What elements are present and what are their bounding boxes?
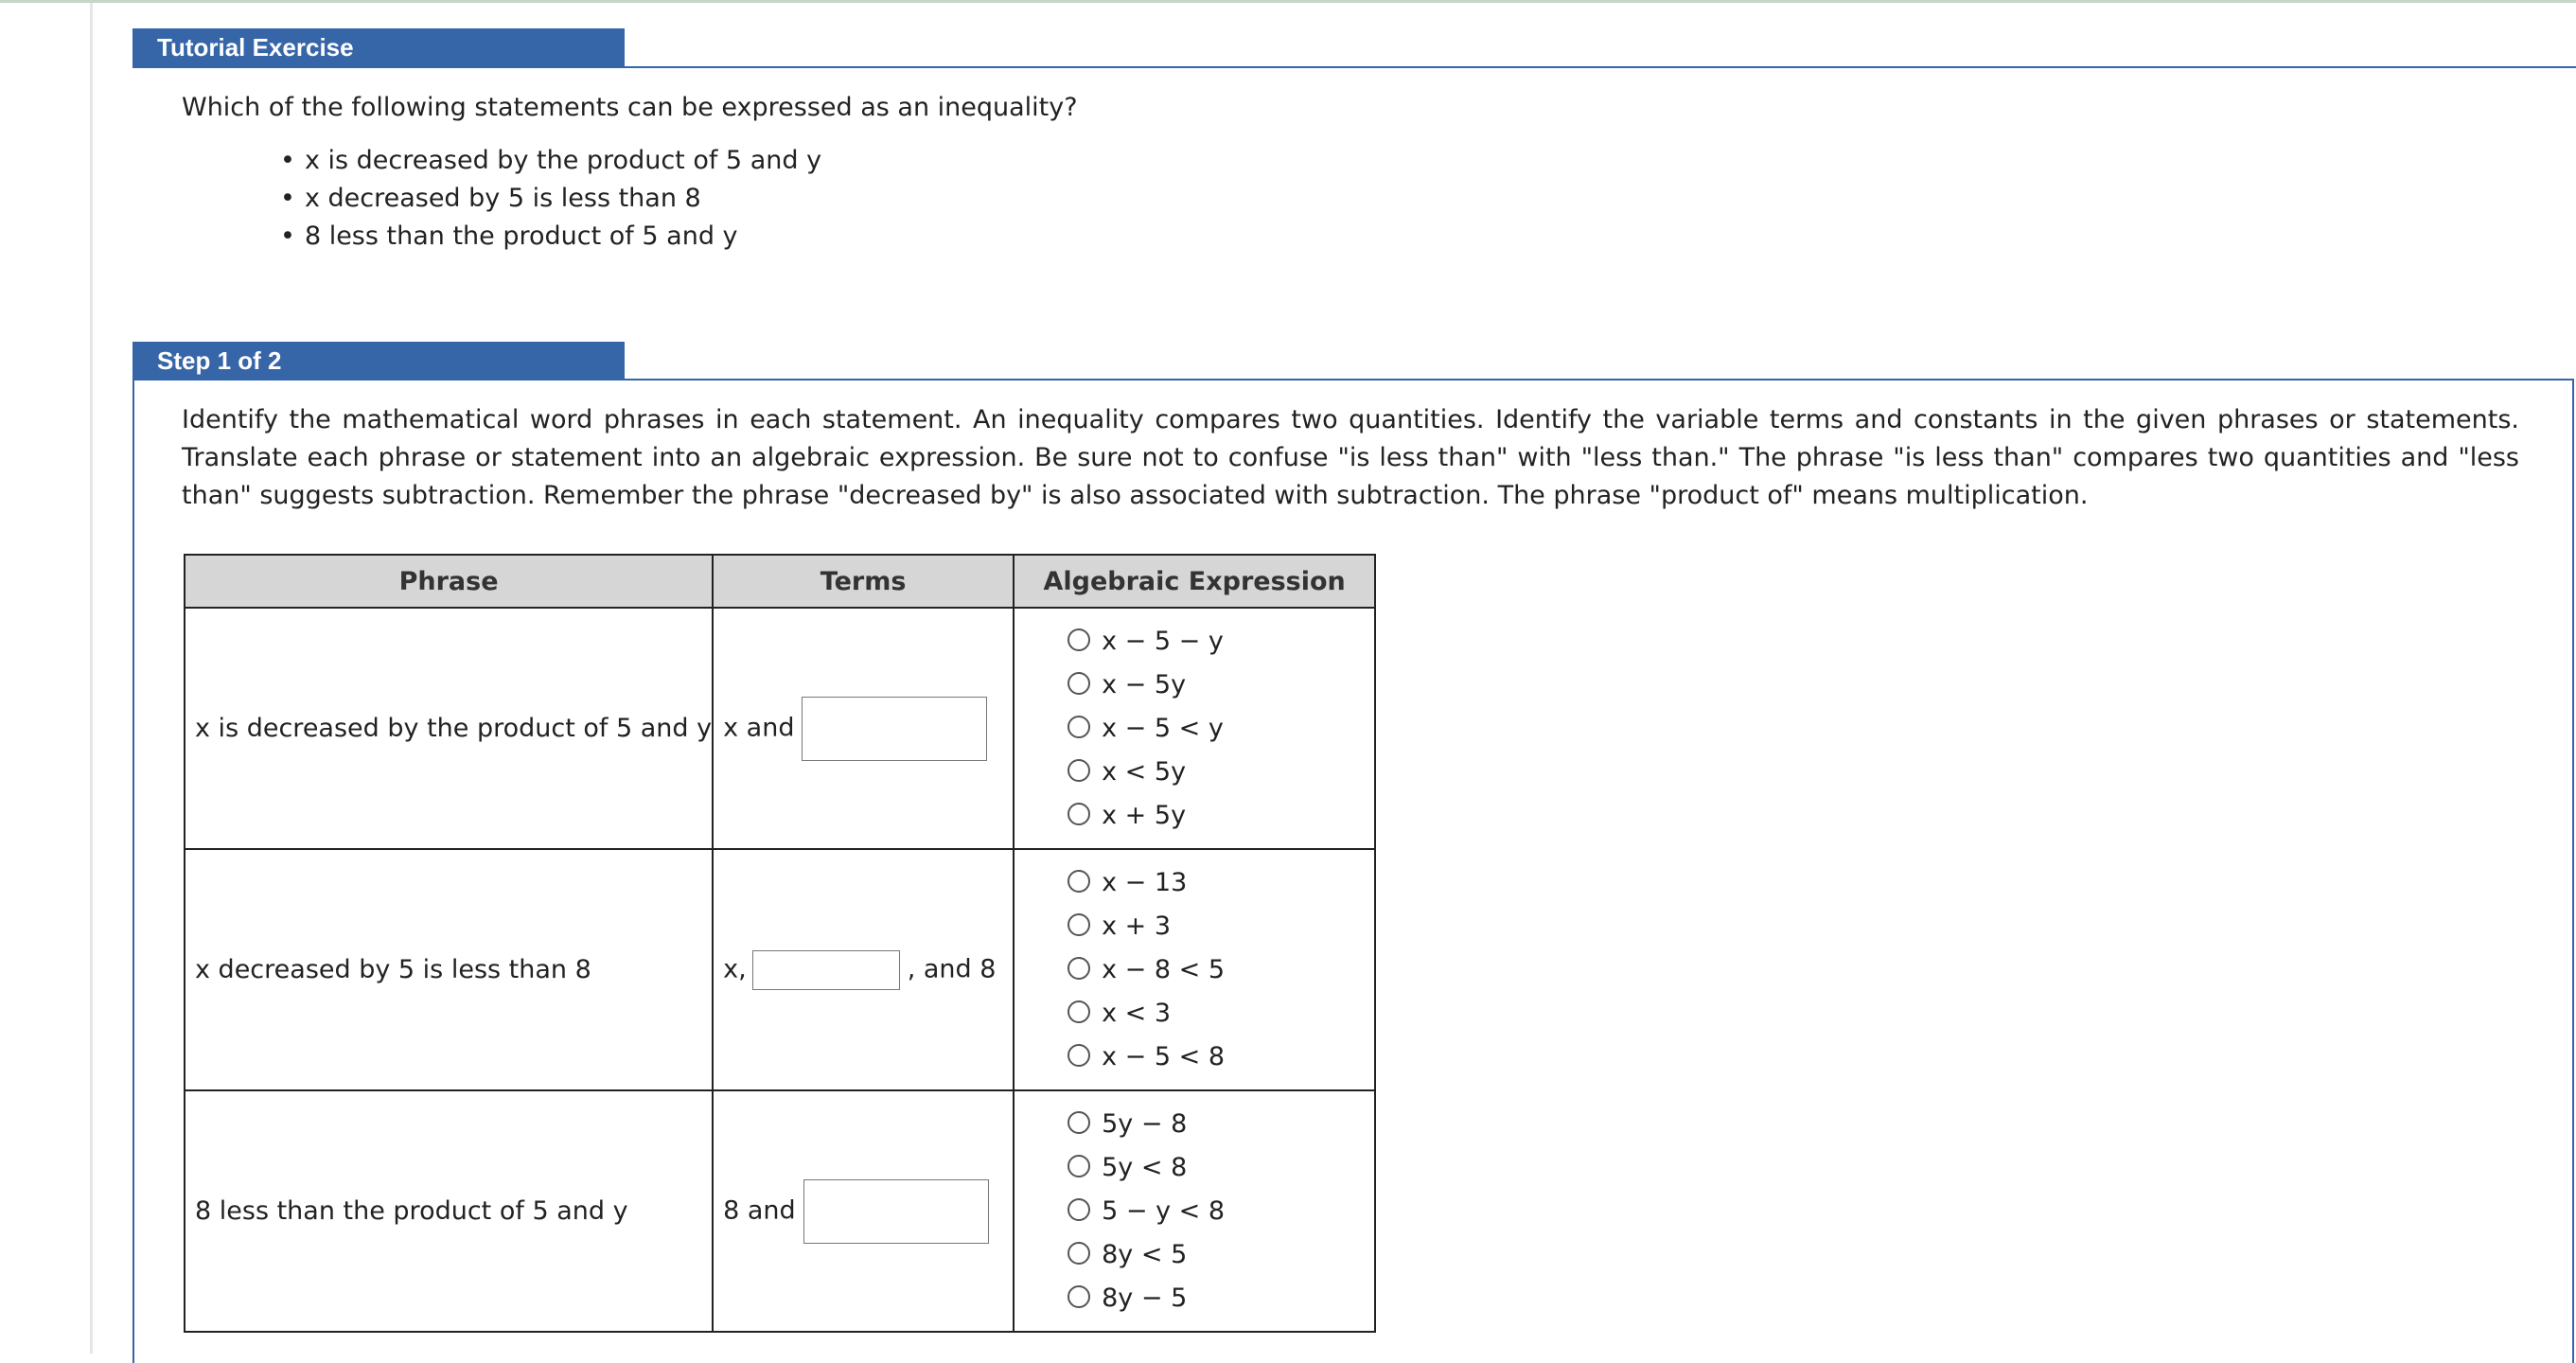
radio-option[interactable]: x − 5 < 8 [1067,1036,1374,1079]
radio-button[interactable] [1067,1285,1090,1308]
radio-option[interactable]: x − 5 − y [1067,620,1374,664]
radio-option[interactable]: 5y − 8 [1067,1103,1374,1146]
radio-option[interactable]: 8y − 5 [1067,1277,1374,1320]
radio-button[interactable] [1067,1155,1090,1177]
radio-option[interactable]: x − 8 < 5 [1067,948,1374,992]
terms-prefix: 8 and [723,1195,796,1225]
table-row [185,849,1375,1090]
top-border [0,0,2576,3]
tutorial-exercise-header: Tutorial Exercise [132,28,625,66]
radio-option[interactable]: x < 5y [1067,751,1374,794]
radio-option[interactable]: x − 13 [1067,861,1374,905]
radio-button[interactable] [1067,1044,1090,1067]
table-header-row [185,555,1375,608]
phrase-cell: 8 less than the product of 5 and y [185,1090,713,1332]
radio-button[interactable] [1067,1242,1090,1265]
header-phrase: Phrase [185,555,713,608]
phrase-cell: x is decreased by the product of 5 and y [185,608,713,849]
phrase-table [184,554,1376,1333]
radio-button[interactable] [1067,803,1090,825]
radio-option[interactable]: 8y < 5 [1067,1233,1374,1277]
term-input[interactable] [752,950,900,990]
radio-option[interactable]: x + 3 [1067,905,1374,948]
radio-option[interactable]: 5 − y < 8 [1067,1190,1374,1233]
step-header: Step 1 of 2 [132,342,625,380]
header-underline [132,66,2576,68]
term-input[interactable] [802,697,987,761]
step-instructions: Identify the mathematical word phrases in each statement. An inequality compares two quantities. Identify the variable terms and constants in the given phrases or statements. Translate each phrase or statement into an algebraic expression. Be sure not to confuse "is less than" with "less than." The phrase "is less than" compares two quantities and "less than" suggests subtraction. Remember the phrase "decreased by" is also associated with subtraction. The phrase "product of" means multiplication. [182,405,2519,510]
list-item: • x is decreased by the product of 5 and y [280,146,822,175]
radio-option[interactable]: x − 5y [1067,664,1374,707]
radio-button[interactable] [1067,716,1090,738]
list-item: • 8 less than the product of 5 and y [280,221,738,251]
left-border [90,3,93,1354]
algebraic-options [1014,608,1375,849]
header-terms: Terms [713,555,1014,608]
header-algebraic-expression: Algebraic Expression [1014,555,1375,608]
terms-cell [713,1090,1014,1332]
radio-option[interactable]: x < 3 [1067,992,1374,1036]
terms-suffix: , and 8 [907,954,997,983]
radio-option[interactable]: x + 5y [1067,794,1374,838]
radio-option[interactable]: 5y < 8 [1067,1146,1374,1190]
radio-button[interactable] [1067,1000,1090,1023]
term-input[interactable] [803,1179,989,1244]
radio-button[interactable] [1067,759,1090,782]
radio-button[interactable] [1067,870,1090,893]
statement-list [280,142,821,256]
phrase-cell: x decreased by 5 is less than 8 [185,849,713,1090]
table-row [185,608,1375,849]
question-prompt: Which of the following statements can be expressed as an inequality? [182,93,1078,122]
radio-button[interactable] [1067,628,1090,651]
radio-button[interactable] [1067,672,1090,695]
radio-button[interactable] [1067,913,1090,936]
terms-prefix: x, [723,954,747,983]
terms-cell [713,608,1014,849]
radio-button[interactable] [1067,1111,1090,1134]
radio-button[interactable] [1067,1198,1090,1221]
radio-option[interactable]: x − 5 < y [1067,707,1374,751]
terms-cell [713,849,1014,1090]
radio-button[interactable] [1067,957,1090,980]
terms-prefix: x and [723,713,795,742]
algebraic-options [1014,849,1375,1090]
table-row [185,1090,1375,1332]
algebraic-options [1014,1090,1375,1332]
list-item: • x decreased by 5 is less than 8 [280,184,701,213]
